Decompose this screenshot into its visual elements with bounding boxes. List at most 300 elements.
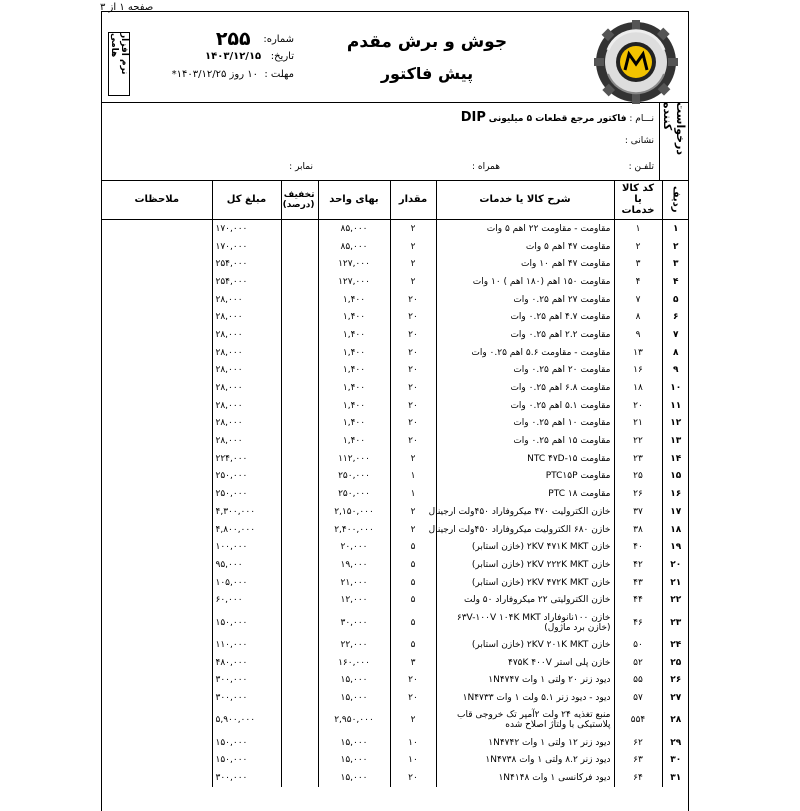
row-number: ۳ [662, 255, 689, 273]
item-total: ۳۰۰,۰۰۰ [212, 672, 281, 690]
item-discount [281, 255, 318, 273]
item-code: ۵۰ [614, 636, 662, 654]
item-notes [102, 432, 212, 450]
item-discount [281, 379, 318, 397]
item-discount [281, 273, 318, 291]
item-description: مقاومت - مقاومت ۵.۶ اهم ۰.۲۵ وات [436, 344, 614, 362]
col-total-header: مبلغ کل [212, 180, 281, 220]
item-unit-price: ۱۲۷,۰۰۰ [318, 273, 390, 291]
table-row [102, 326, 689, 344]
col-qty-header: مقدار [390, 180, 436, 220]
item-total: ۵,۹۰۰,۰۰۰ [212, 707, 281, 734]
item-quantity: ۵ [390, 591, 436, 609]
table-row [102, 220, 689, 238]
item-description: مقاومت ۱۰ اهم ۰.۲۵ وات [436, 415, 614, 433]
item-code: ۳۷ [614, 503, 662, 521]
row-number: ۱۷ [662, 503, 689, 521]
item-quantity: ۲۰ [390, 415, 436, 433]
item-discount [281, 591, 318, 609]
table-row [102, 636, 689, 654]
item-discount [281, 769, 318, 787]
customer-section [102, 102, 688, 181]
item-total: ۲۸,۰۰۰ [212, 344, 281, 362]
item-notes [102, 503, 212, 521]
table-row [102, 450, 689, 468]
item-notes [102, 362, 212, 380]
item-description: مقاومت PTC۱۵P [436, 468, 614, 486]
item-description: منبع تغذیه ۲۴ ولت ۲آمپر تک خروجی قاب پلاستیکی با ولتاژ اصلاح شده [436, 707, 614, 734]
item-description: خازن ۲KV ۴۷۲K MKT (خازن استابر) [436, 574, 614, 592]
row-number: ۶ [662, 308, 689, 326]
row-number: ۲۴ [662, 636, 689, 654]
item-description: دیود زنر ۲۰ ولتی ۱ وات ۱N۴۷۴۷ [436, 672, 614, 690]
row-number: ۷ [662, 326, 689, 344]
item-quantity: ۱ [390, 485, 436, 503]
item-discount [281, 521, 318, 539]
item-notes [102, 609, 212, 636]
item-notes [102, 574, 212, 592]
item-quantity: ۲۰ [390, 344, 436, 362]
row-number: ۳۰ [662, 752, 689, 770]
item-description: مقاومت ۱۵ اهم ۰.۲۵ وات [436, 432, 614, 450]
item-description: خازن ۲KV ۴۷۱K MKT (خازن استابر) [436, 538, 614, 556]
item-total: ۱۰۰,۰۰۰ [212, 538, 281, 556]
invoice-number-row [134, 30, 294, 48]
item-unit-price: ۱۵,۰۰۰ [318, 734, 390, 752]
item-description: مقاومت ۲۷ اهم ۰.۲۵ وات [436, 291, 614, 309]
item-unit-price: ۱۵,۰۰۰ [318, 752, 390, 770]
item-code: ۲۳ [614, 450, 662, 468]
item-code: ۲۶ [614, 485, 662, 503]
item-code: ۱۳ [614, 344, 662, 362]
item-discount [281, 238, 318, 256]
item-quantity: ۲۰ [390, 308, 436, 326]
item-unit-price: ۲,۴۰۰,۰۰۰ [318, 521, 390, 539]
row-number: ۱۹ [662, 538, 689, 556]
table-row [102, 689, 689, 707]
row-number: ۲۲ [662, 591, 689, 609]
table-row [102, 538, 689, 556]
item-total: ۲۸,۰۰۰ [212, 415, 281, 433]
item-description: مقاومت ۴۷ اهم ۱۰ وات [436, 255, 614, 273]
item-discount [281, 291, 318, 309]
item-description: مقاومت NTC ۴۷D-۱۵ [436, 450, 614, 468]
item-description: مقاومت ۱۵۰ اهم (۱۸۰ اهم ) ۱۰ وات [436, 273, 614, 291]
item-total: ۲۵۰,۰۰۰ [212, 485, 281, 503]
item-code: ۵۵۴ [614, 707, 662, 734]
invoice-meta [134, 30, 294, 84]
row-number: ۲۶ [662, 672, 689, 690]
item-description: مقاومت ۴.۷ اهم ۰.۲۵ وات [436, 308, 614, 326]
table-row [102, 672, 689, 690]
item-notes [102, 769, 212, 787]
item-unit-price: ۲۱,۰۰۰ [318, 574, 390, 592]
table-row [102, 485, 689, 503]
item-quantity: ۱۰ [390, 752, 436, 770]
item-total: ۲۸,۰۰۰ [212, 397, 281, 415]
item-code: ۲۲ [614, 432, 662, 450]
item-description: خازن ۶۸۰ الکترولیت میکروفاراد ۴۵۰ولت ارجینال [436, 521, 614, 539]
item-code: ۳۸ [614, 521, 662, 539]
item-notes [102, 326, 212, 344]
table-row [102, 752, 689, 770]
invoice-date-row [134, 48, 294, 66]
item-code: ۵۷ [614, 689, 662, 707]
item-unit-price: ۱,۴۰۰ [318, 308, 390, 326]
item-description: مقاومت ۴۷ اهم ۵ وات [436, 238, 614, 256]
item-quantity: ۲۰ [390, 432, 436, 450]
table-row [102, 379, 689, 397]
table-row [102, 734, 689, 752]
item-code: ۶۳ [614, 752, 662, 770]
item-code: ۲۵ [614, 468, 662, 486]
item-code: ۲ [614, 238, 662, 256]
item-quantity: ۵ [390, 636, 436, 654]
table-row [102, 769, 689, 787]
invoice-deadline: ۱۰ روز ۱۴۰۳/۱۲/۲۵* [171, 69, 258, 80]
document-title: پیش فاکتور [380, 64, 474, 83]
item-code: ۴۲ [614, 556, 662, 574]
item-unit-price: ۱۲,۰۰۰ [318, 591, 390, 609]
table-row [102, 574, 689, 592]
item-description: دیود زنر ۱۲ ولتی ۱ وات ۱N۴۷۴۲ [436, 734, 614, 752]
customer-name: فاکتور مرجع قطعات ۵ میلیونی [488, 114, 627, 124]
table-row [102, 609, 689, 636]
row-number: ۲۵ [662, 654, 689, 672]
item-unit-price: ۱۵,۰۰۰ [318, 672, 390, 690]
row-number: ۱۲ [662, 415, 689, 433]
col-code-header: کد کالا یا خدمات [614, 180, 662, 220]
item-unit-price: ۱,۴۰۰ [318, 326, 390, 344]
item-discount [281, 609, 318, 636]
item-notes [102, 752, 212, 770]
item-notes [102, 220, 212, 238]
item-notes [102, 255, 212, 273]
item-total: ۲۸,۰۰۰ [212, 432, 281, 450]
item-code: ۱۸ [614, 379, 662, 397]
item-unit-price: ۱۹,۰۰۰ [318, 556, 390, 574]
item-code: ۹ [614, 326, 662, 344]
invoice-date-label: تاریخ: [270, 51, 294, 62]
item-total: ۱۵۰,۰۰۰ [212, 752, 281, 770]
row-number: ۳۱ [662, 769, 689, 787]
item-unit-price: ۱,۴۰۰ [318, 415, 390, 433]
table-row [102, 308, 689, 326]
item-unit-price: ۲۰,۰۰۰ [318, 538, 390, 556]
row-number: ۱۴ [662, 450, 689, 468]
item-description: دیود زنر ۸.۲ ولتی ۱ وات ۱N۴۷۳۸ [436, 752, 614, 770]
item-code: ۸ [614, 308, 662, 326]
table-row [102, 362, 689, 380]
item-description: خازن ۲KV ۲۲۲K MKT (خازن استابر) [436, 556, 614, 574]
row-number: ۱۳ [662, 432, 689, 450]
item-quantity: ۲ [390, 707, 436, 734]
table-row [102, 415, 689, 433]
requester-label: درخواست کننده [659, 102, 688, 180]
item-description: مقاومت ۵.۱ اهم ۰.۲۵ وات [436, 397, 614, 415]
item-code: ۵۲ [614, 654, 662, 672]
item-total: ۴,۳۰۰,۰۰۰ [212, 503, 281, 521]
row-number: ۲۸ [662, 707, 689, 734]
item-notes [102, 707, 212, 734]
customer-fax-row [289, 162, 313, 172]
table-row [102, 238, 689, 256]
company-name: جوش و برش مقدم [346, 32, 508, 52]
item-unit-price: ۱,۴۰۰ [318, 344, 390, 362]
item-discount [281, 574, 318, 592]
item-description: مقاومت - مقاومت ۲۲ اهم ۵ وات [436, 220, 614, 238]
customer-phone-label: تلفـن : [628, 162, 654, 172]
customer-mobile-row [472, 162, 500, 172]
item-discount [281, 654, 318, 672]
item-notes [102, 379, 212, 397]
table-row [102, 503, 689, 521]
item-code: ۴۰ [614, 538, 662, 556]
item-notes [102, 521, 212, 539]
item-notes [102, 591, 212, 609]
item-quantity: ۲ [390, 220, 436, 238]
customer-fax-label: نمابر : [289, 162, 313, 172]
item-code: ۲۱ [614, 415, 662, 433]
item-notes [102, 672, 212, 690]
item-quantity: ۱ [390, 468, 436, 486]
item-quantity: ۲۰ [390, 769, 436, 787]
item-discount [281, 503, 318, 521]
item-total: ۹۵,۰۰۰ [212, 556, 281, 574]
item-total: ۲۸,۰۰۰ [212, 362, 281, 380]
item-description: مقاومت ۲۰ اهم ۰.۲۵ وات [436, 362, 614, 380]
item-code: ۴۶ [614, 609, 662, 636]
item-description: مقاومت ۲.۲ اهم ۰.۲۵ وات [436, 326, 614, 344]
item-quantity: ۲ [390, 503, 436, 521]
item-total: ۲۸,۰۰۰ [212, 379, 281, 397]
customer-name-label: نـــام : [629, 114, 654, 124]
item-code: ۵۵ [614, 672, 662, 690]
table-row [102, 468, 689, 486]
customer-mobile-label: همراه : [471, 162, 500, 172]
item-description: خازن ۲KV ۲۰۱K MKT (خازن استابر) [436, 636, 614, 654]
item-discount [281, 485, 318, 503]
item-discount [281, 538, 318, 556]
company-logo [594, 20, 678, 104]
item-quantity: ۲۰ [390, 397, 436, 415]
item-notes [102, 273, 212, 291]
item-quantity: ۲ [390, 238, 436, 256]
item-total: ۱۷۰,۰۰۰ [212, 238, 281, 256]
item-notes [102, 344, 212, 362]
row-number: ۱۰ [662, 379, 689, 397]
item-description: مقاومت ۶.۸ اهم ۰.۲۵ وات [436, 379, 614, 397]
customer-phone-row [629, 162, 654, 172]
item-description: خازن الکترولیتی ۲۲ میکروفاراد ۵۰ ولت [436, 591, 614, 609]
table-row [102, 591, 689, 609]
item-discount [281, 707, 318, 734]
item-total: ۱۷۰,۰۰۰ [212, 220, 281, 238]
item-quantity: ۵ [390, 538, 436, 556]
page-number: صفحه ۱ از ۳ [100, 2, 154, 13]
table-row [102, 654, 689, 672]
item-discount [281, 362, 318, 380]
item-notes [102, 689, 212, 707]
item-discount [281, 752, 318, 770]
item-quantity: ۲ [390, 521, 436, 539]
item-unit-price: ۲۲,۰۰۰ [318, 636, 390, 654]
item-total: ۴,۸۰۰,۰۰۰ [212, 521, 281, 539]
item-discount [281, 450, 318, 468]
invoice-frame [101, 11, 689, 811]
item-quantity: ۳ [390, 654, 436, 672]
item-discount [281, 220, 318, 238]
item-description: دیود - دیود زنر ۵.۱ ولت ۱ وات ۱N۴۷۳۳ [436, 689, 614, 707]
item-total: ۳۰۰,۰۰۰ [212, 689, 281, 707]
item-total: ۲۵۰,۰۰۰ [212, 468, 281, 486]
item-discount [281, 468, 318, 486]
item-discount [281, 344, 318, 362]
row-number: ۲۳ [662, 609, 689, 636]
row-number: ۱۶ [662, 485, 689, 503]
table-row [102, 344, 689, 362]
item-unit-price: ۸۵,۰۰۰ [318, 238, 390, 256]
item-code: ۶۴ [614, 769, 662, 787]
item-unit-price: ۱,۴۰۰ [318, 432, 390, 450]
item-unit-price: ۱,۴۰۰ [318, 397, 390, 415]
item-quantity: ۲۰ [390, 689, 436, 707]
item-unit-price: ۲۵۰,۰۰۰ [318, 485, 390, 503]
item-total: ۱۵۰,۰۰۰ [212, 609, 281, 636]
customer-name-row [461, 110, 654, 125]
item-notes [102, 238, 212, 256]
item-quantity: ۲ [390, 255, 436, 273]
invoice-deadline-label: مهلت : [264, 69, 294, 80]
col-row-header: ردیف [662, 180, 689, 220]
item-description: دیود فرکانسی ۱ وات ۱N۴۱۴۸ [436, 769, 614, 787]
item-discount [281, 415, 318, 433]
col-unit-price-header: بهای واحد [318, 180, 390, 220]
item-discount [281, 734, 318, 752]
row-number: ۲۹ [662, 734, 689, 752]
item-notes [102, 538, 212, 556]
item-description: خازن ۱۰۰نانوفاراد ۶۳V-۱۰۰V ۱۰۴K MKT (خازن برد ماژول) [436, 609, 614, 636]
col-desc-header: شرح کالا یا خدمات [436, 180, 614, 220]
item-discount [281, 636, 318, 654]
item-total: ۲۵۴,۰۰۰ [212, 255, 281, 273]
item-total: ۶۰,۰۰۰ [212, 591, 281, 609]
item-notes [102, 450, 212, 468]
table-row [102, 556, 689, 574]
item-notes [102, 734, 212, 752]
items-table [102, 180, 689, 787]
table-row [102, 707, 689, 734]
item-quantity: ۲ [390, 273, 436, 291]
item-discount [281, 308, 318, 326]
item-unit-price: ۱۱۲,۰۰۰ [318, 450, 390, 468]
row-number: ۲۰ [662, 556, 689, 574]
item-unit-price: ۱۵,۰۰۰ [318, 769, 390, 787]
item-unit-price: ۸۵,۰۰۰ [318, 220, 390, 238]
software-badge: نرم افزار هامی [108, 32, 130, 96]
table-row [102, 521, 689, 539]
item-notes [102, 308, 212, 326]
invoice-header [102, 12, 688, 103]
item-quantity: ۲۰ [390, 672, 436, 690]
item-discount [281, 432, 318, 450]
row-number: ۲۱ [662, 574, 689, 592]
item-unit-price: ۱۵,۰۰۰ [318, 689, 390, 707]
col-notes-header: ملاحظات [102, 180, 212, 220]
item-code: ۴۳ [614, 574, 662, 592]
invoice-deadline-row [134, 66, 294, 84]
item-notes [102, 636, 212, 654]
item-total: ۲۸,۰۰۰ [212, 291, 281, 309]
item-quantity: ۲۰ [390, 362, 436, 380]
item-quantity: ۲۰ [390, 291, 436, 309]
item-total: ۲۸,۰۰۰ [212, 308, 281, 326]
item-notes [102, 556, 212, 574]
item-notes [102, 397, 212, 415]
item-description: خازن الکترولیت ۴۷۰ میکروفاراد ۴۵۰ولت ارجینال [436, 503, 614, 521]
customer-address-label: نشانی : [624, 136, 654, 146]
table-row [102, 273, 689, 291]
table-row [102, 255, 689, 273]
item-notes [102, 415, 212, 433]
item-unit-price: ۱,۴۰۰ [318, 291, 390, 309]
invoice-number: ۲۵۵ [215, 28, 251, 50]
item-code: ۳ [614, 255, 662, 273]
item-total: ۱۰۵,۰۰۰ [212, 574, 281, 592]
table-row [102, 291, 689, 309]
item-quantity: ۲۰ [390, 379, 436, 397]
row-number: ۹ [662, 362, 689, 380]
table-header-row [102, 180, 689, 220]
item-total: ۳۰۰,۰۰۰ [212, 769, 281, 787]
item-description: خازن پلی استر ۴۷۵K ۴۰۰V [436, 654, 614, 672]
item-unit-price: ۲۵۰,۰۰۰ [318, 468, 390, 486]
row-number: ۴ [662, 273, 689, 291]
item-total: ۴۸۰,۰۰۰ [212, 654, 281, 672]
item-quantity: ۵ [390, 574, 436, 592]
row-number: ۱۵ [662, 468, 689, 486]
item-code: ۴۴ [614, 591, 662, 609]
item-notes [102, 654, 212, 672]
item-discount [281, 397, 318, 415]
item-unit-price: ۱۶۰,۰۰۰ [318, 654, 390, 672]
item-notes [102, 291, 212, 309]
col-discount-header: تخفیف (درصد) [281, 180, 318, 220]
item-discount [281, 556, 318, 574]
customer-name-tag: DIP [460, 110, 486, 125]
item-quantity: ۱۰ [390, 734, 436, 752]
item-unit-price: ۱۲۷,۰۰۰ [318, 255, 390, 273]
item-quantity: ۲ [390, 450, 436, 468]
item-discount [281, 689, 318, 707]
item-total: ۲۲۴,۰۰۰ [212, 450, 281, 468]
item-quantity: ۵ [390, 609, 436, 636]
item-discount [281, 672, 318, 690]
item-code: ۶۲ [614, 734, 662, 752]
item-description: مقاومت PTC ۱۸ [436, 485, 614, 503]
row-number: ۱ [662, 220, 689, 238]
row-number: ۲ [662, 238, 689, 256]
invoice-number-label: شماره: [263, 34, 294, 45]
item-notes [102, 468, 212, 486]
item-unit-price: ۱,۴۰۰ [318, 362, 390, 380]
item-code: ۱۶ [614, 362, 662, 380]
row-number: ۲۷ [662, 689, 689, 707]
item-unit-price: ۲,۱۵۰,۰۰۰ [318, 503, 390, 521]
customer-address-row [625, 136, 654, 146]
item-quantity: ۲۰ [390, 326, 436, 344]
item-discount [281, 326, 318, 344]
